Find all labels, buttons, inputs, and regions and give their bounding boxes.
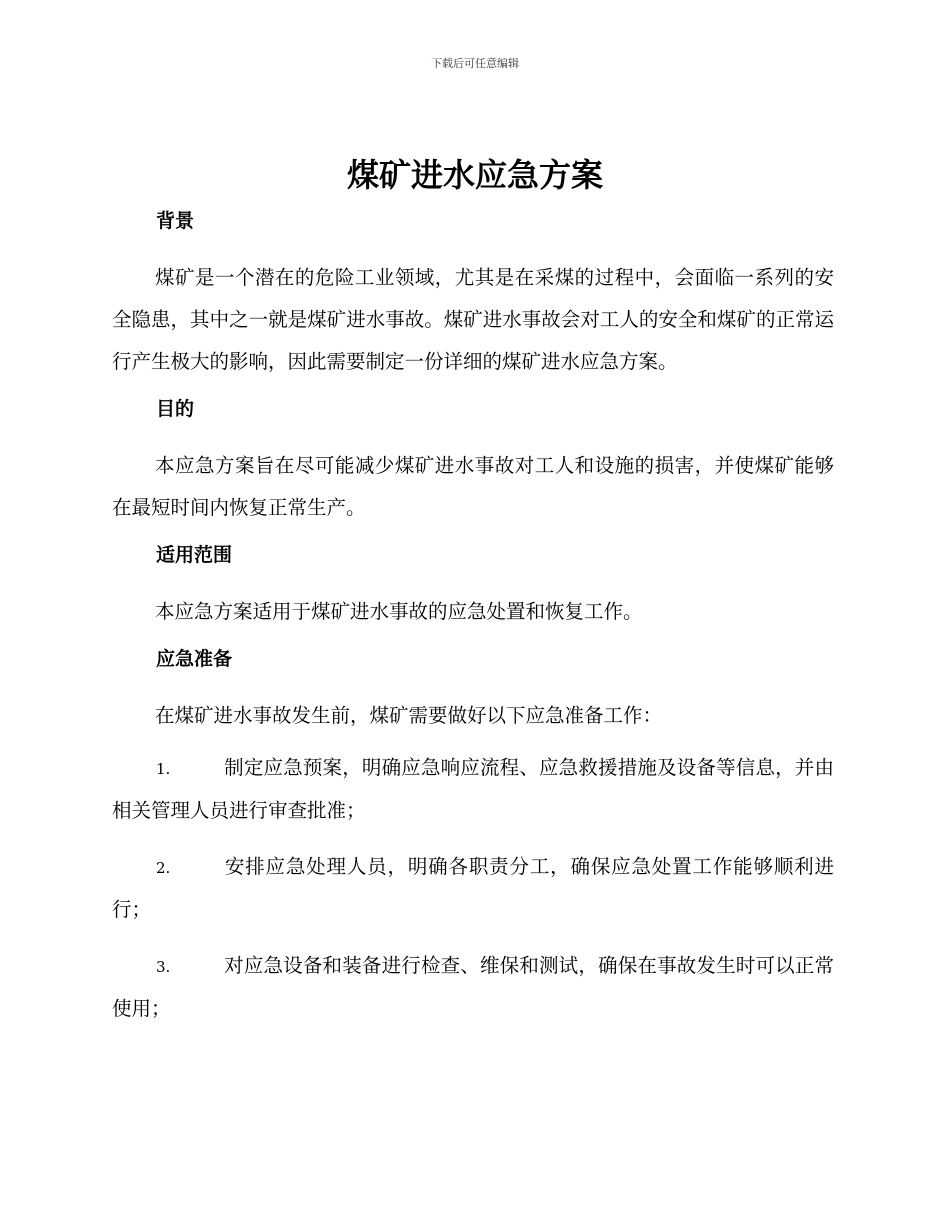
list-item-text: 对应急设备和装备进行检查、维保和测试，确保在事故发生时可以正常使用； — [112, 954, 834, 1020]
list-item — [112, 945, 834, 1030]
section-heading-purpose: 目的 — [156, 398, 195, 420]
header-note: 下载后可任意编辑 — [431, 57, 519, 70]
paragraph-preparation-intro: 在煤矿进水事故发生前，煤矿需要做好以下应急准备工作： — [155, 704, 663, 727]
section-heading-background: 背景 — [156, 210, 195, 232]
paragraph-background: 煤矿是一个潜在的危险工业领域，尤其是在采煤的过程中，会面临一系列的安全隐患，其中之一就是煤矿进水事故。煤矿进水事故会对工人的安全和煤矿的正常运行产生极大的影响，因此需要制定一份详细的煤矿进水应急方案。 — [112, 266, 834, 373]
document-body — [112, 205, 834, 1030]
paragraph-purpose: 本应急方案旨在尽可能减少煤矿进水事故对工人和设施的损害，并使煤矿能够在最短时间内恢复正常生产。 — [112, 454, 834, 519]
list-item-number: 2. — [156, 859, 171, 877]
list-item — [112, 747, 834, 832]
list-item-number: 3. — [156, 958, 171, 976]
section-heading-scope: 适用范围 — [156, 544, 233, 566]
document-title: 煤矿进水应急方案 — [346, 156, 603, 194]
section-heading-preparation: 应急准备 — [156, 648, 233, 670]
list-item-text: 安排应急处理人员，明确各职责分工，确保应急处置工作能够顺利进行； — [112, 855, 834, 921]
list-item-text: 制定应急预案，明确应急响应流程、应急救援措施及设备等信息，并由相关管理人员进行审查批准； — [112, 756, 834, 822]
paragraph-scope: 本应急方案适用于煤矿进水事故的应急处置和恢复工作。 — [155, 600, 643, 623]
list-item-number: 1. — [156, 760, 171, 778]
list-item — [112, 846, 834, 931]
